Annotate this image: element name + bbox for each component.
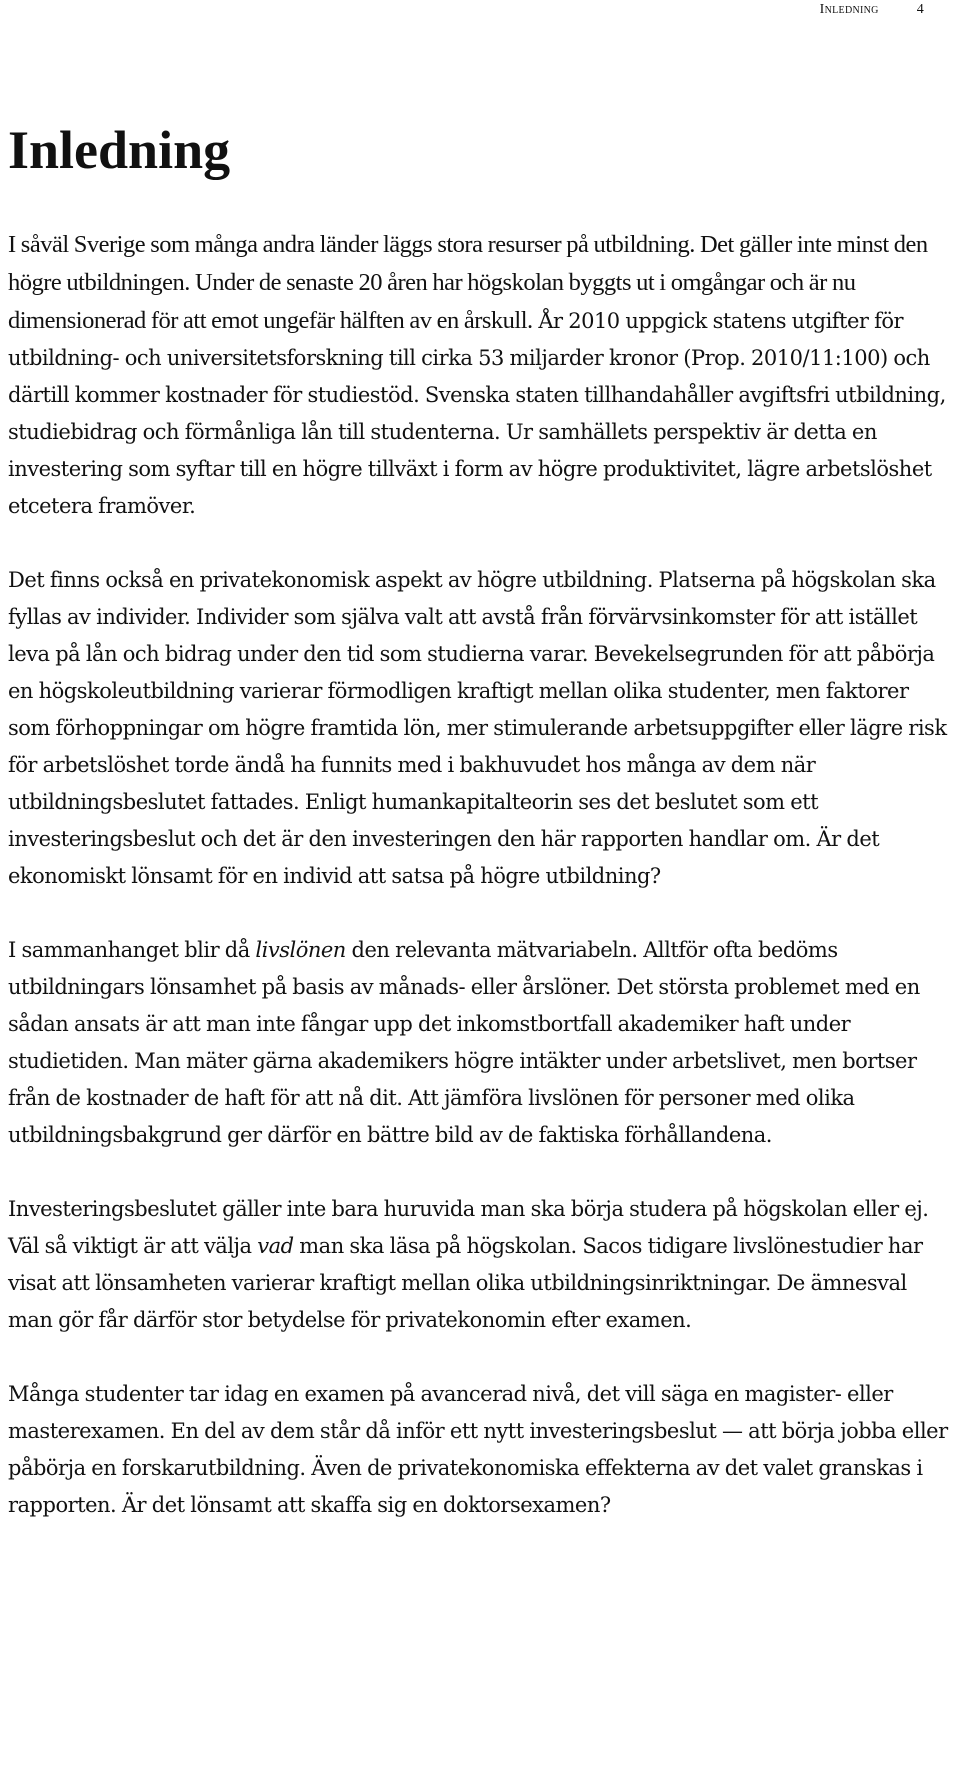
- paragraph-1-lead: I såväl Sverige som många andra länder läggs stora resurser på utbildning. Det gäller inte minst den högre utbildningen. Under de senaste 20 åren har högskolan byggts ut i omgångar och är nu dimensionerad för att emot ungefär hälften av en årskull.: [8, 231, 928, 334]
- paragraph-3-after: den relevanta mätvariabeln. Alltför ofta bedöms utbildningars lönsamhet på basis av månads- eller årslöner. Det största problemet med en sådan ansats är att man inte fångar upp det inkomstbortfall akademiker haft under studietiden. Man mäter gärna akademikers högre intäkter under arbetslivet, men bortser från de kostnader de haft för att nå dit. Att jämföra livslönen för personer med olika utbildningsbakgrund ger därför en bättre bild av de faktiska förhållandena.: [8, 938, 920, 1147]
- paragraph-4-after: man ska läsa på högskolan. Sacos tidigare livslönestudier har visat att lönsamheten varierar kraftigt mellan olika utbildningsinriktningar. De ämnesval man gör får därför stor betydelse för privatekonomin efter examen.: [8, 1234, 923, 1332]
- running-header: [820, 0, 924, 20]
- chapter-title: Inledning: [8, 120, 231, 180]
- paragraph-2: Det finns också en privatekonomisk aspekt av högre utbildning. Platserna på högskolan ska fyllas av individer. Individer som själva valt att avstå från förvärvsinkomster för att istället leva på lån och bidrag under den tid som studierna varar. Bevekelsegrunden för att påbörja en högskoleutbildning varierar förmodligen kraftigt mellan olika studenter, men faktorer som förhoppningar om högre framtida lön, mer stimulerande arbetsuppgifter eller lägre risk för arbetslöshet torde ändå ha funnits med i bakhuvudet hos många av dem när utbildningsbeslutet fattades. Enligt humankapitalteorin ses det beslutet som ett investeringsbeslut och det är den investeringen den här rapporten handlar om. Är det ekonomiskt lönsamt för en individ att satsa på högre utbildning?: [8, 568, 947, 888]
- page-content: [8, 120, 953, 1561]
- paragraph-4-before: Investeringsbeslutet gäller inte bara huruvida man ska börja studera på högskolan eller ej. Väl så viktigt är att välja: [8, 1197, 929, 1258]
- paragraph-4: [8, 1191, 953, 1339]
- paragraph-1-rest: År 2010 uppgick statens utgifter för utbildning- och universitetsforskning till cirka 53 miljarder kronor (Prop. 2010/11:100) och därtill kommer kostnader för studiestöd. Svenska staten tillhandahåller avgiftsfri utbildning, studiebidrag och förmånliga lån till studenterna. Ur samhällets perspektiv är detta en investering som syftar till en högre tillväxt i form av högre produktivitet, lägre arbetslöshet etcetera framöver.: [8, 309, 946, 518]
- page-number: 4: [916, 2, 924, 17]
- paragraph-3: [8, 932, 953, 1154]
- paragraph-3-emphasis: livslönen: [255, 938, 346, 962]
- paragraph-1: [8, 226, 953, 525]
- paragraph-4-emphasis: vad: [257, 1234, 294, 1258]
- paragraph-3-before: I sammanhanget blir då: [8, 938, 256, 962]
- running-header-section: Inledning: [819, 2, 879, 17]
- paragraph-5: Många studenter tar idag en examen på avancerad nivå, det vill säga en magister- eller masterexamen. En del av dem står då inför ett nytt investeringsbeslut — att börja jobba eller påbörja en forskarutbildning. Även de privatekonomiska effekterna av det valet granskas i rapporten. Är det lönsamt att skaffa sig en doktorsexamen?: [8, 1382, 948, 1517]
